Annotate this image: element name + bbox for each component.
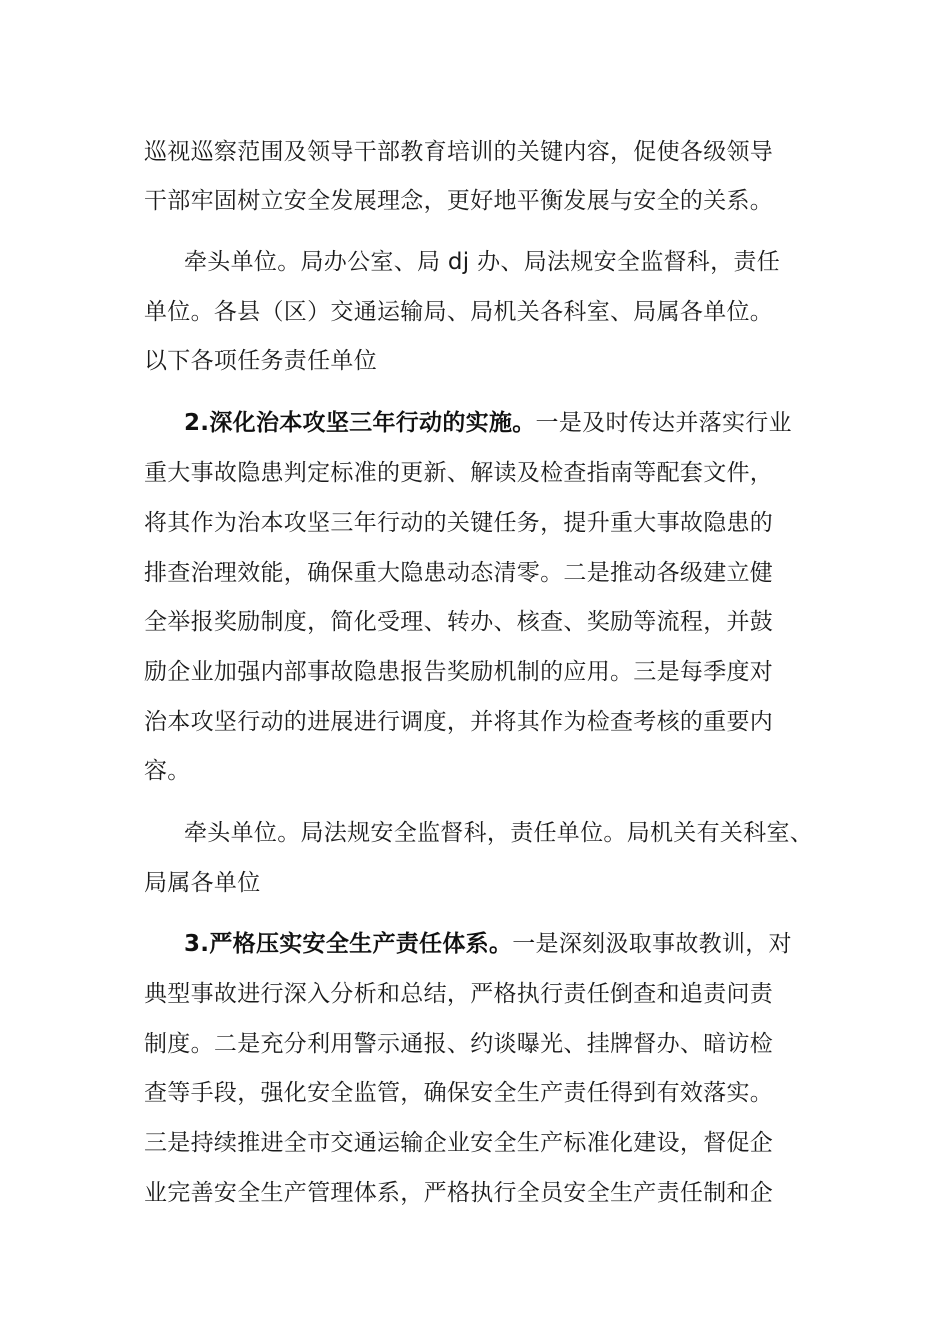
paragraph-2-line-3: 以下各项任务责任单位: [144, 348, 377, 374]
paragraph-3-line-8: 容。: [144, 758, 191, 784]
section-2-heading: 2.深化治本攻坚三年行动的实施。: [184, 410, 536, 436]
paragraph-3-line-4: 排查治理效能，确保重大隐患动态清零。二是推动各级建立健: [144, 560, 774, 586]
section-3-heading: 3.严格压实安全生产责任体系。: [184, 931, 513, 957]
paragraph-3-line-6: 励企业加强内部事故隐患报告奖励机制的应用。三是每季度对: [144, 659, 774, 685]
paragraph-5-line-4: 查等手段，强化安全监管，确保安全生产责任得到有效落实。: [144, 1080, 774, 1106]
paragraph-4-line-1: 牵头单位。局法规安全监督科，责任单位。局机关有关科室、: [184, 820, 814, 846]
paragraph-5-line-1-text: 一是深刻汲取事故教训，对: [512, 931, 792, 957]
paragraph-5-line-2: 典型事故进行深入分析和总结，严格执行责任倒查和追责问责: [144, 981, 774, 1007]
paragraph-5-line-5: 三是持续推进全市交通运输企业安全生产标准化建设，督促企: [144, 1130, 774, 1156]
paragraph-3-line-3: 将其作为治本攻坚三年行动的关键任务，提升重大事故隐患的: [144, 510, 774, 536]
paragraph-3-line-1: [184, 407, 792, 439]
paragraph-3-line-1-text: 一是及时传达并落实行业: [535, 410, 792, 436]
paragraph-3-line-5: 全举报奖励制度，简化受理、转办、核查、奖励等流程，并鼓: [144, 609, 774, 635]
paragraph-2-line-2: 单位。各县（区）交通运输局、局机关各科室、局属各单位。: [144, 299, 774, 325]
paragraph-5-line-3: 制度。二是充分利用警示通报、约谈曝光、挂牌督办、暗访检: [144, 1031, 774, 1057]
paragraph-4-line-2: 局属各单位: [144, 870, 261, 896]
paragraph-3-line-7: 治本攻坚行动的进展进行调度，并将其作为检查考核的重要内: [144, 709, 774, 735]
paragraph-2-line-1: 牵头单位。局办公室、局 dj 办、局法规安全监督科，责任: [184, 249, 781, 275]
paragraph-5-line-6: 业完善安全生产管理体系，严格执行全员安全生产责任制和企: [144, 1180, 774, 1206]
paragraph-1-line-1: 巡视巡察范围及领导干部教育培训的关键内容，促使各级领导: [144, 139, 774, 165]
paragraph-5-line-1: [184, 928, 792, 960]
paragraph-3-line-2: 重大事故隐患判定标准的更新、解读及检查指南等配套文件，: [144, 460, 774, 486]
paragraph-1-line-2: 干部牢固树立安全发展理念，更好地平衡发展与安全的关系。: [144, 188, 774, 214]
